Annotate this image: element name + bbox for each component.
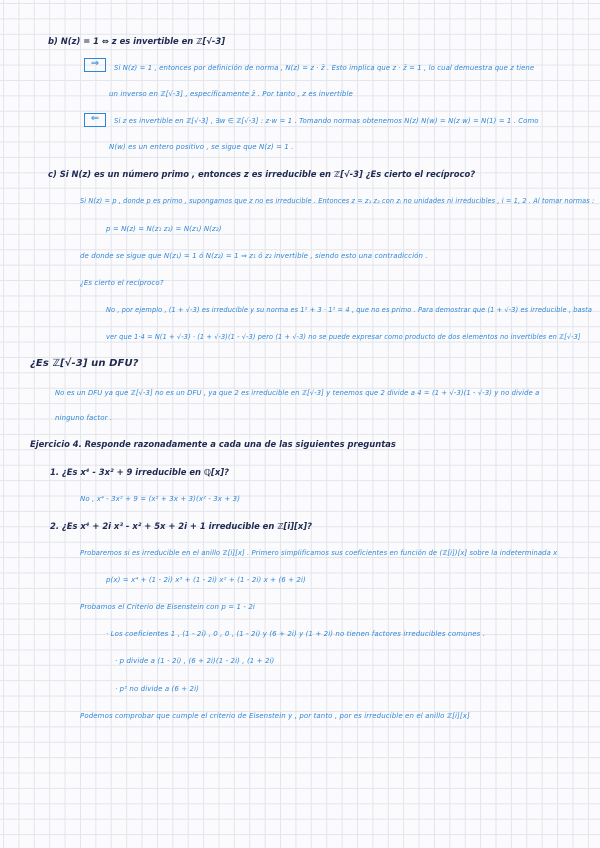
dfu-answer-line-1: No es un DFU ya que ℤ[√-3] no es un DFU , ya que 2 es irreducible en ℤ[√-3] y tenemos que 2 divide a 4 = (1 + √-3)(1 - √-3) y no divide a <box>55 389 540 397</box>
backward-proof-line-1: Si z es invertible en ℤ[√-3] , ∃w ∈ ℤ[√-3] : z·w = 1 . Tomando normas obtenemos N(z) N(w) = N(z w) = N(1) = 1 . Como <box>114 117 539 125</box>
answer-2-polynomial: p(x) = x⁴ + (1 - 2i) x³ + (1 - 2i) x² + (1 - 2i) x + (6 + 2i) <box>106 576 306 584</box>
eisenstein-bullet-1: · Los coeficientes 1 , (1 - 2i) , 0 , 0 , (1 - 2i) y (6 + 2i) y (1 + 2i) no tienen factores irreducibles comunes . <box>106 630 486 638</box>
eisenstein-bullet-3: · p² no divide a (6 + 2i) <box>115 685 199 693</box>
part-c-proof-line-2: de donde se sigue que N(z₁) = 1 ó N(z₂) = 1 ⇒ z₁ ó z₂ invertible , siendo esto una contradicción . <box>80 252 428 260</box>
part-c-norm-formula: p = N(z) = N(z₁ z₂) = N(z₁) N(z₂) <box>106 225 222 233</box>
forward-proof-line-1: Si N(z) = 1 , entonces por definición de norma , N(z) = z · z̄ . Esto implica que z · z̄ = 1 , lo cual demuestra que z tiene <box>114 64 535 72</box>
eisenstein-bullet-2: · p divide a (1 - 2i) , (6 + 2i)(1 - 2i) , (1 + 2i) <box>115 657 275 665</box>
forward-arrow-icon: ⇒ <box>90 58 100 69</box>
forward-proof-line-2: un inverso en ℤ[√-3] , específicamente z̄ . Por tanto , z es invertible <box>109 90 353 98</box>
answer-1: No , x⁴ - 3x² + 9 = (x² + 3x + 3)(x² - 3x + 3) <box>80 495 241 503</box>
answer-2-conclusion: Podemos comprobar que cumple el criterio de Eisenstein y , por tanto , por es irreducible en el anillo ℤ[i][x] <box>80 712 470 720</box>
part-c-answer-line-2: ver que 1·4 = N(1 + √-3) · (1 + √-3)(1 - √-3) pero (1 + √-3) no se puede expresar como producto de dos elementos no invertibles en ℤ[√-3] <box>106 333 581 341</box>
part-c-heading: c) Si N(z) es un número primo , entonces z es irreducible en ℤ[√-3] ¿Es cierto el recíproco? <box>48 169 476 179</box>
backward-arrow-icon: ⇐ <box>90 113 100 124</box>
question-1: 1. ¿Es x⁴ - 3x² + 9 irreducible en ℚ[x]? <box>50 467 229 477</box>
part-b-heading: b) N(z) = 1 ⇔ z es invertible en ℤ[√-3] <box>48 36 226 46</box>
dfu-question-heading: ¿Es ℤ[√-3] un DFU? <box>30 358 139 369</box>
backward-implication-arrow-box <box>84 113 106 127</box>
backward-proof-line-2: N(w) es un entero positivo , se sigue que N(z) = 1 . <box>109 143 294 151</box>
part-c-converse-question: ¿Es cierto el recíproco? <box>80 279 164 287</box>
eisenstein-intro: Probamos el Criterio de Eisenstein con p = 1 - 2i <box>80 603 255 611</box>
ejercicio-4-heading: Ejercicio 4. Responde razonadamente a cada una de las siguientes preguntas <box>30 439 396 449</box>
part-c-answer-line-1: No , por ejemplo , (1 + √-3) es irreducible y su norma es 1² + 3 · 1² = 4 , que no es primo . Para demostrar que (1 + √-3) es irreducible , basta <box>106 306 593 314</box>
part-c-proof-line-1: Si N(z) = p , donde p es primo , supongamos que z no es irreducible . Entonces z = z₁ z₂ con zᵢ no unidades ni irreducibles , i = 1, 2 . Al tomar normas : <box>80 197 595 205</box>
forward-implication-arrow-box <box>84 58 106 72</box>
answer-2-intro: Probaremos si es irreducible en el anillo ℤ[i][x] . Primero simplificamos sus coeficientes en función de (ℤ[i])[x] sobre la indeterminada x <box>80 549 558 557</box>
question-2: 2. ¿Es x⁴ + 2i x³ - x² + 5x + 2i + 1 irreducible en ℤ[i][x]? <box>50 521 312 531</box>
dfu-answer-line-2: ninguno factor . <box>55 414 113 422</box>
